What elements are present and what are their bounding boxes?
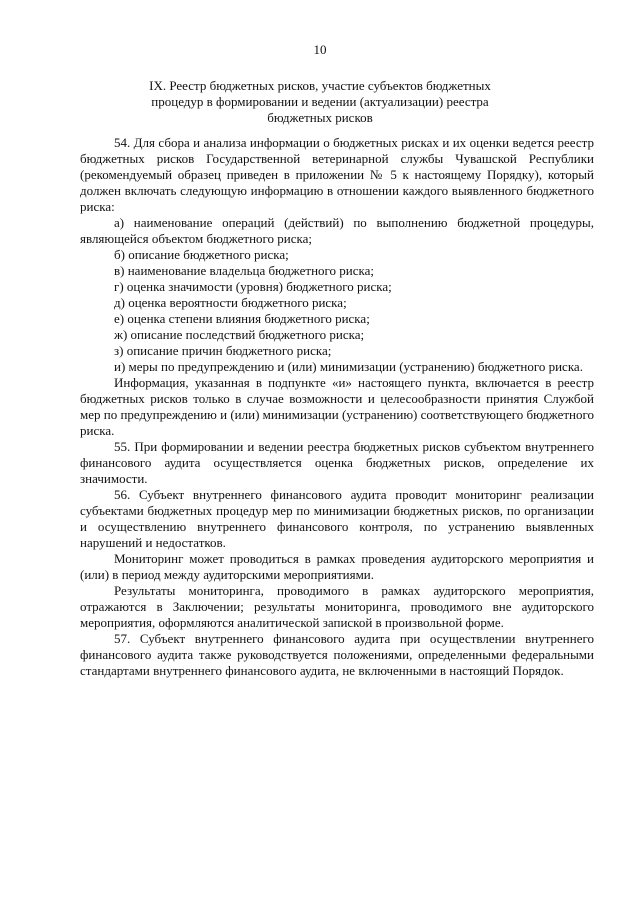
list-item-zh: ж) описание последствий бюджетного риска; — [114, 327, 365, 342]
section-title-line: бюджетных рисков — [267, 110, 373, 125]
list-item-i: и) меры по предупреждению и (или) минимизации (устранению) бюджетного риска. — [114, 359, 583, 374]
list-item-e: е) оценка степени влияния бюджетного риска; — [114, 311, 370, 326]
document-body — [80, 135, 594, 679]
paragraph-54: 54. Для сбора и анализа информации о бюджетных рисках и их оценки ведется реестр бюджетных рисков Государственной ветеринарной службы Чувашской Республики (рекомендуемый образец приведен в приложении № 5 к настоящему Порядку), который должен включать следующую информацию в отношении каждого выявленного бюджетного риска: — [80, 135, 594, 214]
list-item-g: г) оценка значимости (уровня) бюджетного риска; — [114, 279, 392, 294]
list-item-b: б) описание бюджетного риска; — [114, 247, 289, 262]
paragraph-monitoring: Мониторинг может проводиться в рамках проведения аудиторского мероприятия и (или) в период между аудиторскими мероприятиями. — [80, 551, 594, 582]
list-item-z: з) описание причин бюджетного риска; — [114, 343, 332, 358]
section-title-line: IX. Реестр бюджетных рисков, участие субъектов бюджетных — [149, 78, 491, 93]
section-title — [96, 78, 544, 126]
list-item-a: а) наименование операций (действий) по выполнению бюджетной процедуры, являющейся объектом бюджетного риска; — [80, 215, 594, 246]
paragraph-57: 57. Субъект внутреннего финансового аудита при осуществлении внутреннего финансового аудита также руководствуется положениями, определенными федеральными стандартами внутреннего финансового аудита, не включенными в настоящий Порядок. — [80, 631, 594, 678]
section-title-line: процедур в формировании и ведении (актуализации) реестра — [151, 94, 489, 109]
page-number: 10 — [313, 42, 327, 57]
list-item-d: д) оценка вероятности бюджетного риска; — [114, 295, 347, 310]
paragraph-monitoring-results: Результаты мониторинга, проводимого в рамках аудиторского мероприятия, отражаются в Заключении; результаты мониторинга, проводимого вне аудиторского мероприятия, оформляются аналитической запиской в произвольной форме. — [80, 583, 594, 630]
paragraph-56: 56. Субъект внутреннего финансового аудита проводит мониторинг реализации субъектами бюджетных процедур мер по минимизации бюджетных рисков, по организации и осуществлению внутреннего финансового контроля, по устранению выявленных нарушений и недостатков. — [80, 487, 594, 550]
paragraph-55: 55. При формировании и ведении реестра бюджетных рисков субъектом внутреннего финансового аудита осуществляется оценка бюджетных рисков, определение их значимости. — [80, 439, 594, 486]
list-item-v: в) наименование владельца бюджетного риска; — [114, 263, 375, 278]
paragraph-info-note: Информация, указанная в подпункте «и» настоящего пункта, включается в реестр бюджетных рисков только в случае возможности и целесообразности принятия Службой мер по предупреждению и (или) минимизации (устранению) соответствующего бюджетного риска. — [80, 375, 594, 438]
